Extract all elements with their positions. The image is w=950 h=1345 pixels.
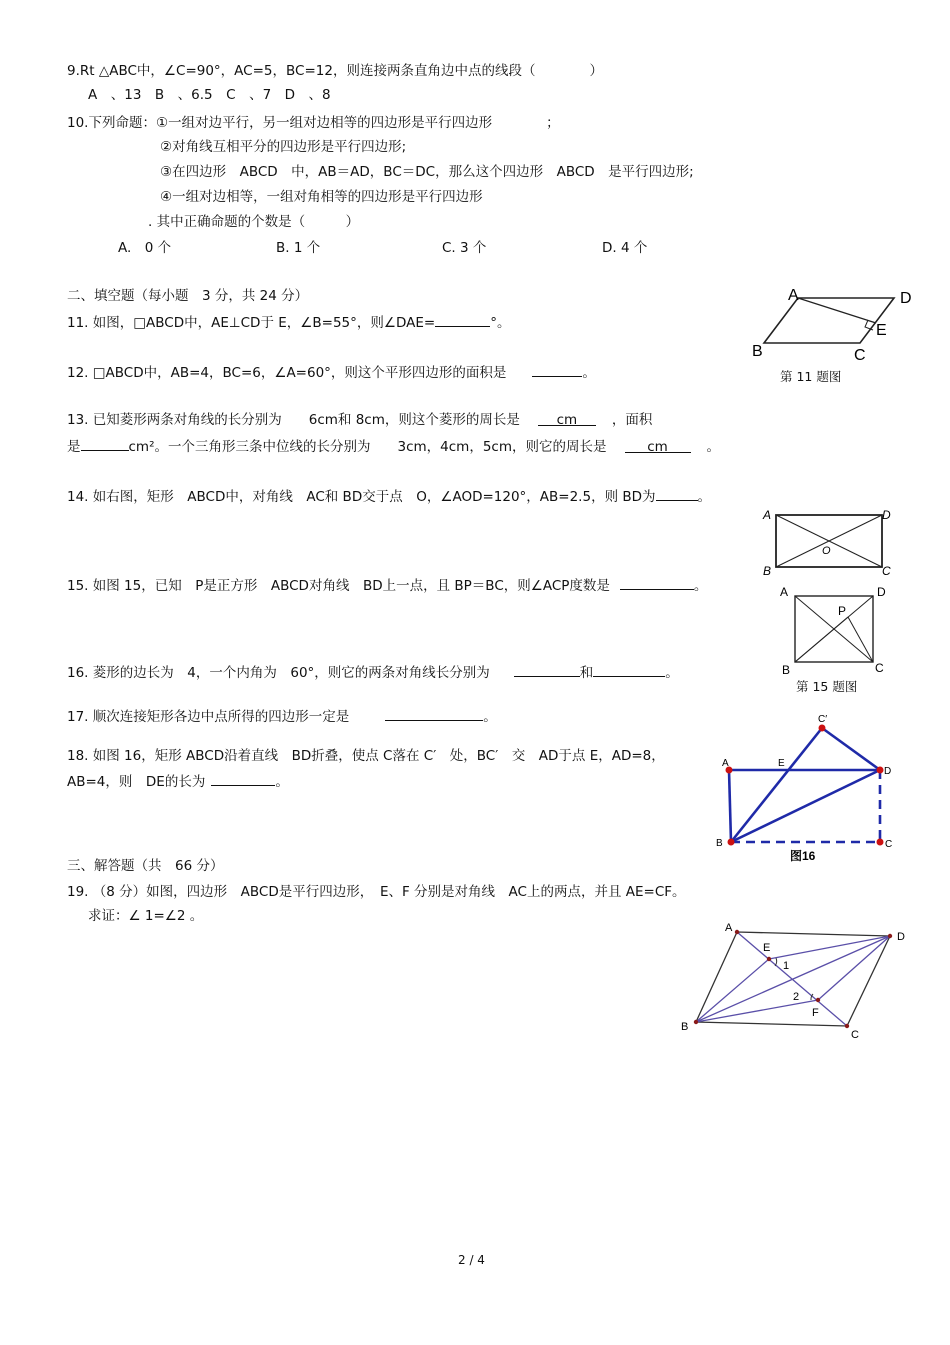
figure-16 (712, 708, 910, 866)
section-2-title: 二、填空题（每小题 3 分，共 24 分） (67, 288, 309, 304)
q10-ask: . 其中正确命题的个数是（ ） (148, 214, 360, 230)
f19-label-angle-1: 1 (783, 960, 790, 972)
f14-label-o: O (822, 545, 831, 557)
figure-15-caption: 第 15 题图 (796, 679, 858, 694)
f14-label-b: B (763, 564, 772, 577)
q11-text: 11. 如图，□ABCD中，AE⊥CD于 E，∠B=55°，则∠DAE= (67, 315, 436, 331)
q15-blank[interactable] (620, 575, 694, 590)
q16-after: 。 (665, 665, 679, 681)
q13-line-1 (67, 411, 652, 429)
q12-after: 。 (582, 365, 596, 381)
q15-after: 。 (693, 578, 708, 594)
figure-14 (760, 505, 895, 577)
q18-line-2-text: AB=4，则 DE的长为 (67, 774, 206, 790)
q13-line-2-prefix: 是 (67, 439, 81, 455)
f19-label-c: C (851, 1029, 859, 1041)
q10-proposition-2: ②对角线互相平分的四边形是平行四边形; (160, 139, 407, 155)
figure-11-caption: 第 11 题图 (780, 369, 842, 384)
f11-label-e: E (876, 322, 887, 339)
q18-after: 。 (275, 774, 289, 790)
figure-15 (775, 582, 895, 677)
q15 (67, 575, 707, 595)
q10-option-a: A. 0 个 (118, 240, 172, 256)
page-number: 2 / 4 (458, 1253, 485, 1267)
f19-label-b: B (681, 1021, 689, 1033)
f14-label-d: D (882, 508, 891, 522)
q12 (67, 362, 596, 382)
q16 (67, 662, 679, 682)
q13-line-2-tail: 。 (706, 439, 720, 455)
q13-unit-2: cm² (128, 439, 155, 455)
q10-option-b: B. 1 个 (276, 240, 321, 256)
q13-line-2 (67, 436, 720, 456)
q13-line-1-text: 13. 已知菱形两条对角线的长分别为 6cm和 8cm，则这个菱形的周长是 (67, 412, 520, 428)
q12-text: 12. □ABCD中，AB=4，BC=6，∠A=60°，则这个平形四边形的面积是 (67, 365, 507, 381)
q15-text: 15. 如图 15，已知 P是正方形 ABCD对角线 BD上一点，且 BP＝BC，则∠ACP度数是 (67, 578, 610, 594)
f14-label-a: A (763, 508, 772, 522)
f16-label-c-prime: C′ (818, 714, 828, 725)
f15-label-p: P (838, 604, 847, 618)
section-3-title: 三、解答题（共 66 分） (67, 858, 224, 874)
q16-mid: 和 (579, 665, 594, 681)
f16-caption: 图16 (790, 849, 816, 863)
q11-after: °。 (490, 315, 511, 331)
q13-blank-triangle[interactable] (625, 438, 691, 453)
q13-line-2-text: 。一个三角形三条中位线的长分别为 3cm，4cm，5cm，则它的周长是 (154, 439, 607, 455)
q11 (67, 312, 510, 332)
q9-stem: 9.Rt △ABC中，∠C=90°，AC=5，BC=12，则连接两条直角边中点的线段（ ） (67, 63, 603, 79)
q14-text: 14. 如右图，矩形 ABCD中，对角线 AC和 BD交于点 O，∠AOD=120°，AB=2.5，则 BD为 (67, 489, 656, 505)
q13-line-1-tail: ，面积 (611, 412, 653, 428)
q14-blank[interactable] (656, 486, 698, 501)
q13-blank-perimeter[interactable] (538, 411, 596, 426)
f11-label-a: A (788, 287, 799, 304)
f11-label-b: B (752, 343, 763, 360)
q9-options: A 、13 B 、6.5 C 、7 D 、8 (88, 87, 331, 103)
figure-11 (748, 285, 923, 365)
figure-19 (675, 918, 915, 1048)
f15-label-b: B (782, 663, 791, 677)
q17-after: 。 (483, 709, 497, 725)
f16-label-c: C (885, 839, 893, 850)
q17-blank[interactable] (385, 706, 483, 721)
f11-label-c: C (854, 347, 866, 364)
f11-label-d: D (900, 290, 912, 307)
f14-label-c: C (882, 564, 891, 577)
q13-unit-3: cm (647, 439, 668, 455)
f15-label-c: C (875, 661, 884, 675)
q10-stem: 10.下列命题：①一组对边平行，另一组对边相等的四边形是平行四边形 ； (67, 115, 560, 131)
q10-proposition-3: ③在四边形 ABCD 中，AB＝AD，BC＝DC，那么这个四边形 ABCD 是平行四边形; (160, 164, 694, 180)
q19-line-1: 19. （8 分）如图，四边形 ABCD是平行四边形， E、F 分别是对角线 AC上的两点，并且 AE=CF。 (67, 884, 686, 900)
f19-label-d: D (897, 931, 905, 943)
q16-text: 16. 菱形的边长为 4，一个内角为 60°，则它的两条对角线长分别为 (67, 665, 490, 681)
f16-label-a: A (722, 758, 729, 769)
q17-text: 17. 顺次连接矩形各边中点所得的四边形一定是 (67, 709, 350, 725)
q10-option-c: C. 3 个 (442, 240, 487, 256)
q12-blank[interactable] (532, 362, 582, 377)
q18-blank[interactable] (211, 771, 275, 786)
q16-blank-1[interactable] (514, 662, 580, 677)
q17 (67, 706, 497, 726)
f16-label-d: D (884, 766, 892, 777)
f16-label-b: B (716, 838, 723, 849)
f15-label-d: D (877, 585, 886, 599)
f16-label-e: E (778, 758, 785, 769)
q10-proposition-4: ④一组对边相等，一组对角相等的四边形是平行四边形 (160, 189, 483, 205)
f19-label-e: E (763, 942, 771, 954)
f19-label-a: A (725, 922, 733, 934)
f19-label-f: F (812, 1007, 819, 1019)
q16-blank-2[interactable] (593, 662, 665, 677)
q13-unit-1: cm (556, 412, 578, 428)
f19-label-angle-2: 2 (793, 991, 800, 1003)
q18-line-1: 18. 如图 16，矩形 ABCD沿着直线 BD折叠，使点 C落在 C′ 处，BC′ 交 AD于点 E，AD=8， (67, 748, 665, 764)
q11-blank[interactable] (435, 312, 490, 327)
q18-line-2 (67, 771, 289, 791)
q10-option-d: D. 4 个 (602, 240, 648, 256)
q13-blank-area[interactable] (81, 436, 129, 451)
q14-after: 。 (697, 489, 712, 505)
q14 (67, 486, 711, 506)
f15-label-a: A (780, 585, 789, 599)
q19-line-2: 求证：∠ 1=∠2 。 (88, 908, 204, 924)
